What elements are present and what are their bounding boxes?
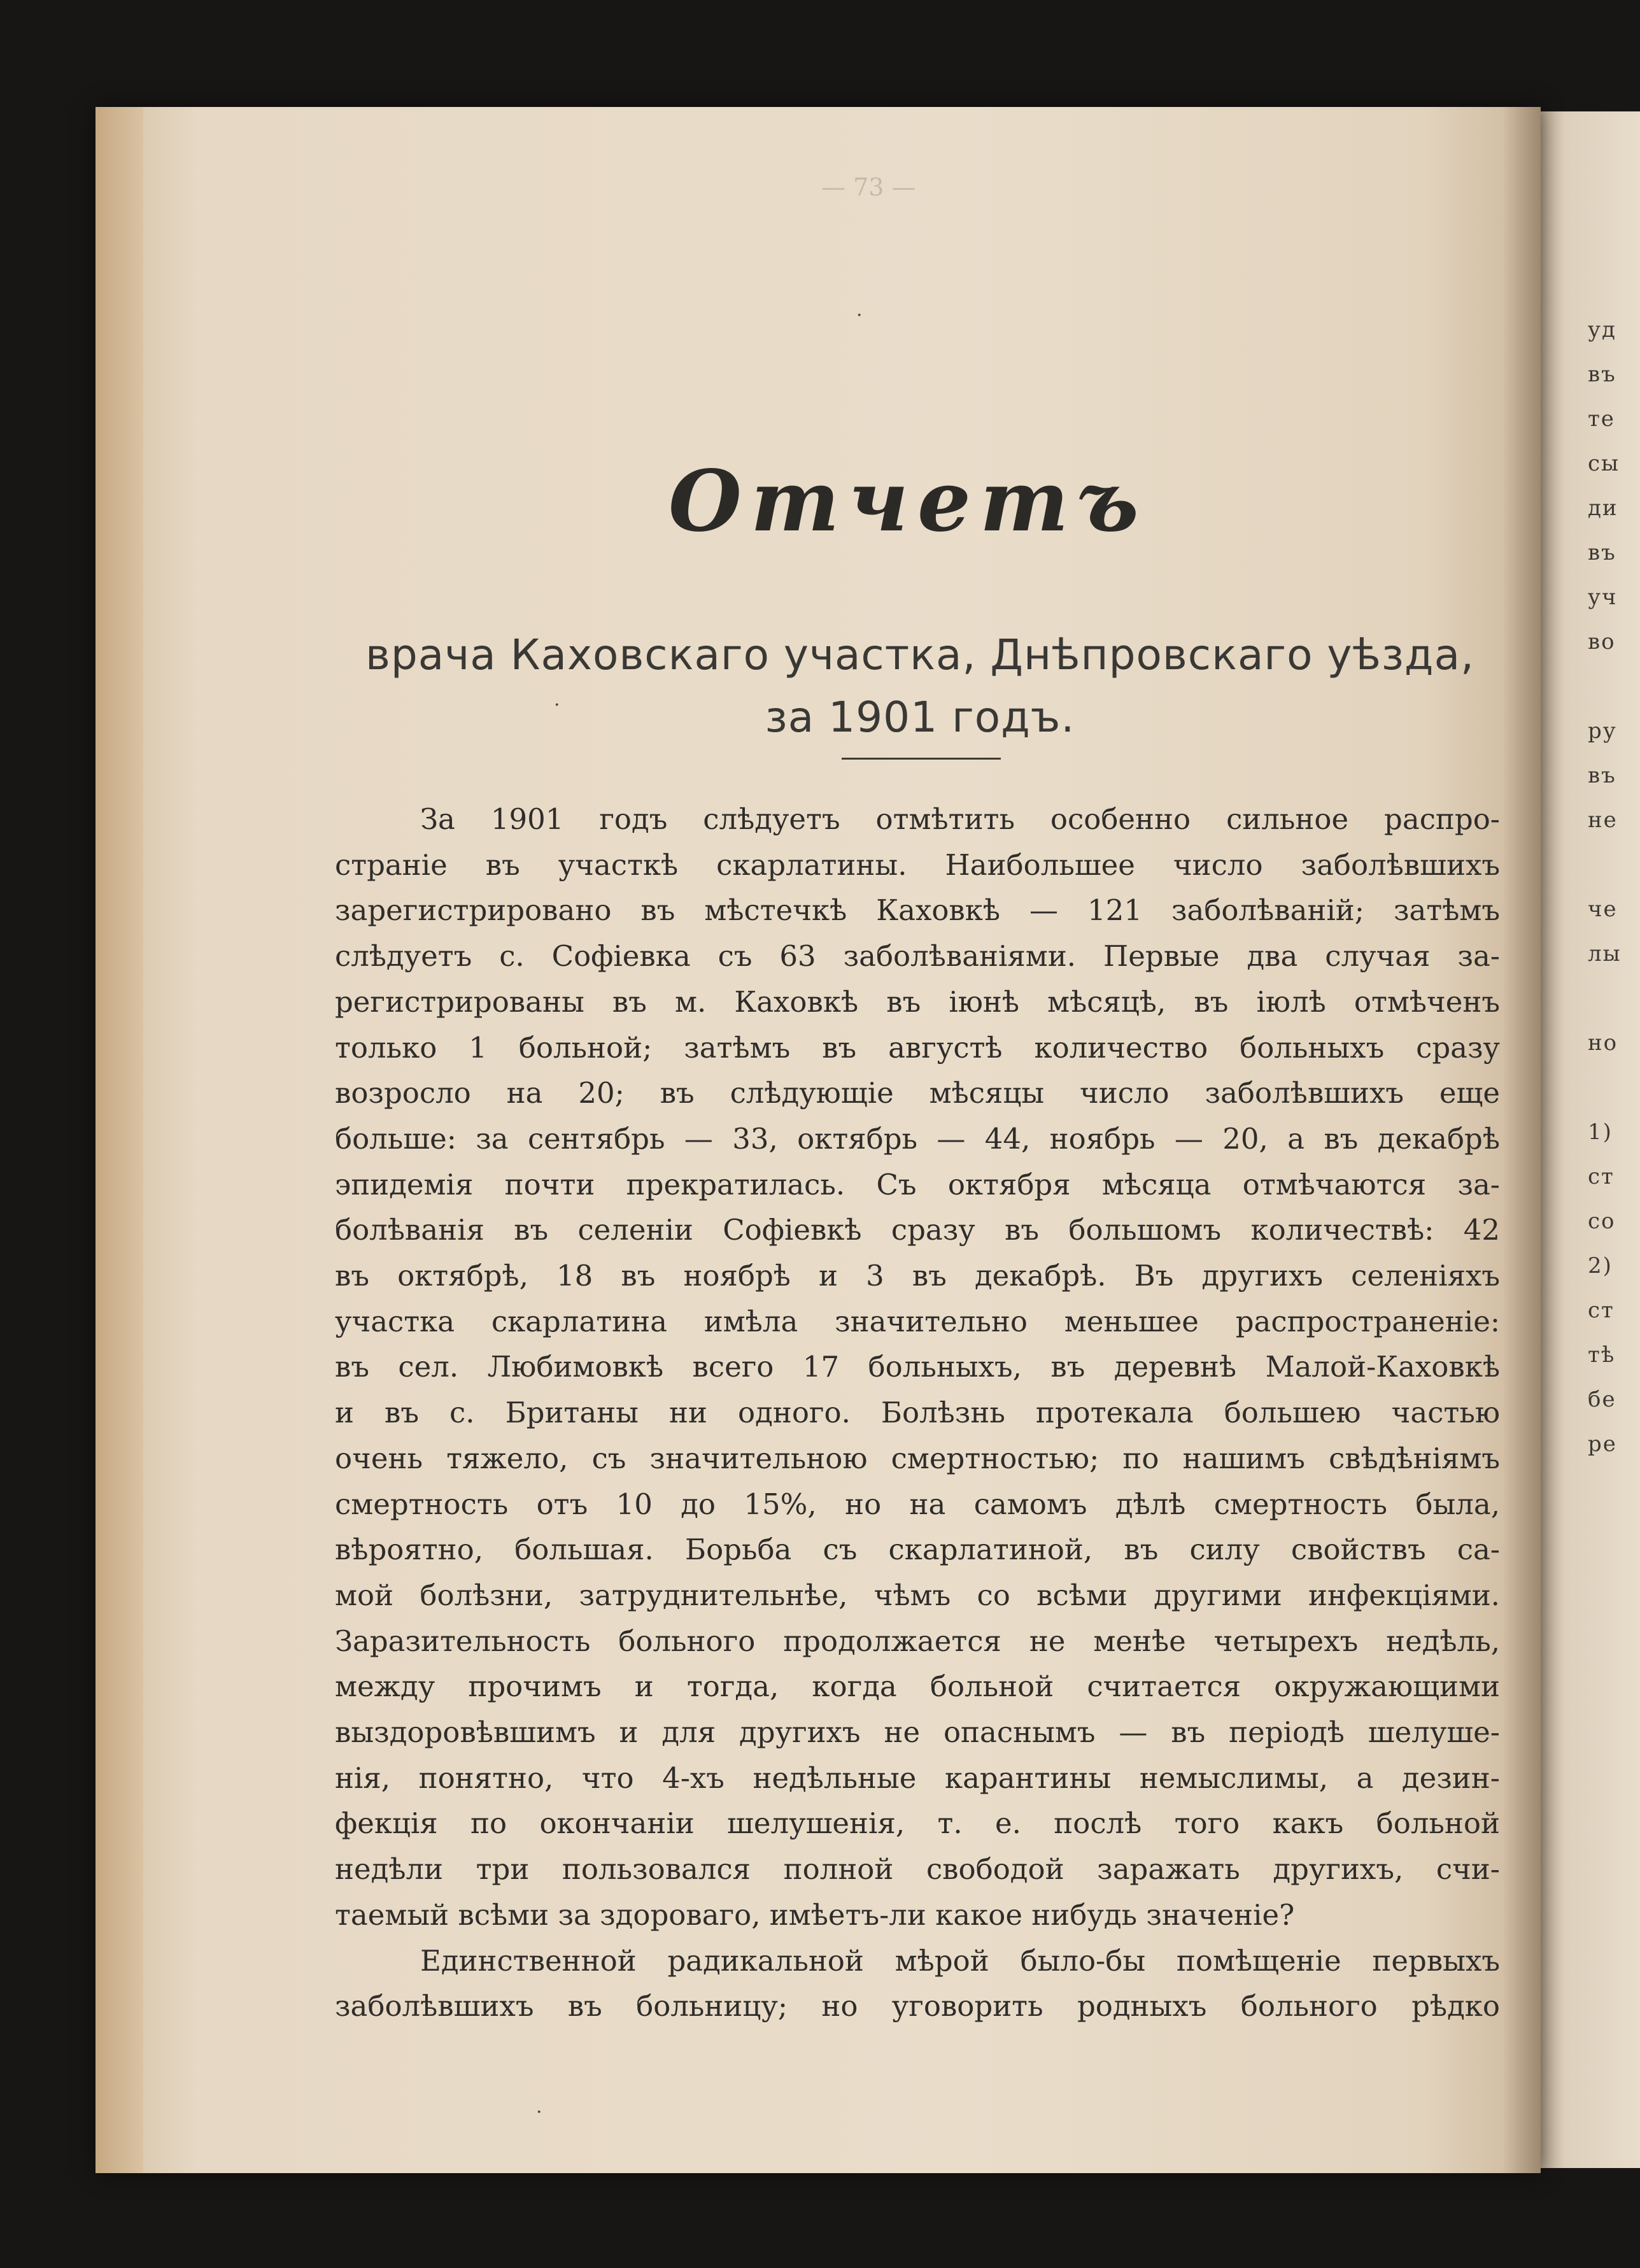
title-rule xyxy=(842,758,1001,760)
page-edge xyxy=(95,107,143,2173)
right-page-fragment: бе xyxy=(1588,1387,1616,1412)
right-page-fragment: ре xyxy=(1588,1431,1617,1457)
body-line: страніе въ участкѣ скарлатины. Наибольшее число заболѣвшихъ xyxy=(335,847,1500,882)
body-line: въ октябрѣ, 18 въ ноябрѣ и 3 въ декабрѣ. Въ другихъ селеніяхъ xyxy=(335,1259,1500,1293)
body-line: выздоровѣвшимъ и для другихъ не опаснымъ — въ періодѣ шелуше- xyxy=(335,1715,1500,1749)
right-page-fragment: ди xyxy=(1588,495,1618,521)
right-page-fragment: но xyxy=(1588,1030,1618,1056)
document-subtitle-line2: за 1901 годъ. xyxy=(765,693,1075,742)
right-page-fragment: въ xyxy=(1588,362,1616,387)
speck: · xyxy=(856,304,863,327)
right-page-fragment: лы xyxy=(1588,941,1622,967)
right-page-fragment: со xyxy=(1588,1208,1616,1234)
document-title: Отчетъ xyxy=(668,452,1148,551)
right-page-fragment: 1) xyxy=(1588,1119,1613,1145)
body-line: въ сел. Любимовкѣ всего 17 больныхъ, въ деревнѣ Малой-Каховкѣ xyxy=(335,1350,1500,1384)
right-page-fragment: во xyxy=(1588,629,1616,655)
body-line: Заразительность больного продолжается не менѣе четырехъ недѣль, xyxy=(335,1624,1500,1658)
right-page-fragment: 2) xyxy=(1588,1253,1613,1279)
speck: · xyxy=(554,694,560,716)
right-page-fragment: сы xyxy=(1588,451,1620,476)
right-page-fragment: ст xyxy=(1588,1164,1615,1189)
right-page-fragment: те xyxy=(1588,406,1615,432)
page-gutter-shadow xyxy=(1502,107,1541,2173)
body-line: слѣдуетъ с. Софіевка съ 63 заболѣваніями. Первые два случая за- xyxy=(335,939,1500,974)
body-line: эпидемія почти прекратилась. Съ октября мѣсяца отмѣчаются за- xyxy=(335,1167,1500,1201)
right-page-fragment: въ xyxy=(1588,763,1616,788)
right-page-fragment: въ xyxy=(1588,540,1616,565)
body-line: таемый всѣми за здороваго, имѣетъ-ли какое нибудь значеніе? xyxy=(335,1897,1295,1932)
document-subtitle-line1: врача Каховскаго участка, Днѣпровскаго уѣзда, xyxy=(365,630,1474,679)
body-line: только 1 больной; затѣмъ въ августѣ количество больныхъ сразу xyxy=(335,1030,1500,1065)
right-page-fragment: ст xyxy=(1588,1298,1615,1323)
body-line: Единственной радикальной мѣрой было-бы помѣщеніе первыхъ xyxy=(420,1943,1500,1978)
right-page-fragment: уч xyxy=(1588,585,1618,610)
body-line: нія, понятно, что 4-хъ недѣльные карантины немыслимы, а дезин- xyxy=(335,1761,1500,1795)
body-line: участка скарлатина имѣла значительно меньшее распространеніе: xyxy=(335,1304,1500,1338)
body-line: недѣли три пользовался полной свободой заражать другихъ, счи- xyxy=(335,1852,1500,1887)
body-line: зарегистрировано въ мѣстечкѣ Каховкѣ — 121 заболѣваній; затѣмъ xyxy=(335,893,1500,928)
body-line: фекція по окончаніи шелушенія, т. е. послѣ того какъ больной xyxy=(335,1806,1500,1841)
body-line: регистрированы въ м. Каховкѣ въ іюнѣ мѣсяцѣ, въ іюлѣ отмѣченъ xyxy=(335,984,1500,1019)
body-line: и въ с. Британы ни одного. Болѣзнь протекала большею частью xyxy=(335,1396,1500,1430)
body-line: мой болѣзни, затруднительнѣе, чѣмъ со всѣми другими инфекціями. xyxy=(335,1578,1500,1612)
body-line: очень тяжело, съ значительною смертностью; по нашимъ свѣдѣніямъ xyxy=(335,1441,1500,1475)
right-page-fragment: не xyxy=(1588,807,1618,833)
body-line: За 1901 годъ слѣдуетъ отмѣтить особенно сильное распро- xyxy=(420,802,1500,836)
body-line: вѣроятно, большая. Борьба съ скарлатиной, въ силу свойствъ са- xyxy=(335,1533,1500,1567)
right-page-fragment: ру xyxy=(1588,718,1617,744)
body-line: между прочимъ и тогда, когда больной считается окружающими xyxy=(335,1669,1500,1704)
body-line: возросло на 20; въ слѣдующіе мѣсяцы число заболѣвшихъ еще xyxy=(335,1076,1500,1110)
body-line: болѣванія въ селеніи Софіевкѣ сразу въ большомъ количествѣ: 42 xyxy=(335,1213,1500,1247)
right-page-fragment: уд xyxy=(1588,317,1616,343)
body-line: заболѣвшихъ въ больницу; но уговорить родныхъ больного рѣдко xyxy=(335,1989,1500,2023)
right-page-fragment: че xyxy=(1588,897,1618,922)
body-line: смертность отъ 10 до 15%, но на самомъ дѣлѣ смертность была, xyxy=(335,1487,1500,1521)
right-page-fragment: тѣ xyxy=(1588,1342,1616,1368)
body-line: больше: за сентябрь — 33, октябрь — 44, ноябрь — 20, а въ декабрѣ xyxy=(335,1121,1500,1156)
speck: · xyxy=(536,2101,542,2123)
page-number: — 73 — xyxy=(821,173,916,201)
